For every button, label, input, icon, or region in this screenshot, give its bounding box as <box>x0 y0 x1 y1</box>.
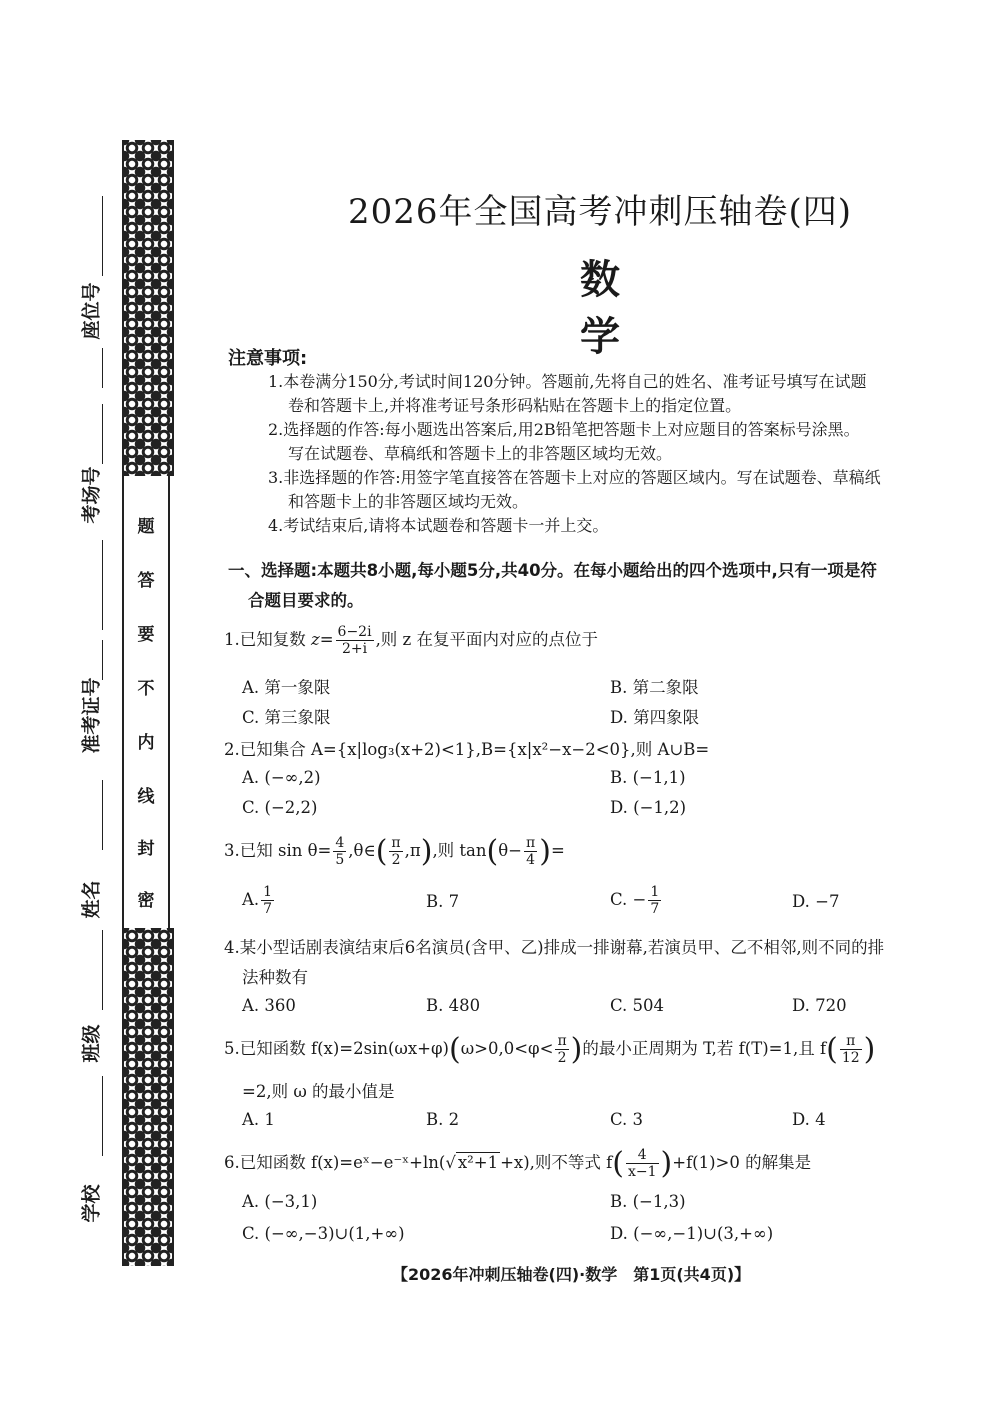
q6-option-c[interactable]: C. (−∞,−3)∪(1,+∞) <box>242 1224 405 1243</box>
decorative-border-top <box>122 140 174 476</box>
question-5: 5.已知函数 f(x)=2sin(ωx+φ)(ω>0,0<φ< $\frac{\pi}{2}$ )的最小正周期为 T,若 f(T)=1,且 f( $\frac{\pi}{12}$ ) <box>224 1032 876 1067</box>
q5-option-a[interactable]: A. 1 <box>242 1110 275 1129</box>
notice-line: 卷和答题卡上,并将准考证号条形码粘贴在答题卡上的指定位置。 <box>288 396 742 415</box>
class-blank[interactable] <box>102 1076 103 1156</box>
q6-option-d[interactable]: D. (−∞,−1)∪(3,+∞) <box>610 1224 774 1243</box>
ticket-number-blank[interactable] <box>102 640 103 680</box>
room-number-blank-line <box>102 348 103 388</box>
q4-option-d[interactable]: D. 720 <box>792 996 847 1015</box>
q6-option-a[interactable]: A. (−3,1) <box>242 1192 318 1211</box>
question-1: 1.已知复数 z= $\frac{6-2i}{2+i}$ ,则 z 在复平面内对应的点位于 <box>224 624 598 657</box>
seal-word: 内 <box>137 733 155 753</box>
seal-word: 答 <box>137 571 155 591</box>
subject-title: 数学 <box>580 257 680 360</box>
q1-option-a[interactable]: A. 第一象限 <box>242 678 331 697</box>
q5-option-b[interactable]: B. 2 <box>426 1110 460 1129</box>
exam-room-label: 考场号 <box>80 466 103 524</box>
q1-fraction: $\frac{6-2i}{2+i}$ <box>337 624 372 657</box>
q1-option-c[interactable]: C. 第三象限 <box>242 708 331 727</box>
question-5-cont: =2,则 ω 的最小值是 <box>242 1082 395 1101</box>
q1-prefix: 1.已知复数 <box>224 630 311 649</box>
q3-option-a[interactable]: A. $\frac{1}{7}$ <box>242 884 273 917</box>
question-3: 3.已知 sin θ= $\frac{4}{5}$ ,θ∈( $\frac{\pi}{2}$ ,π),则 tan(θ− $\frac{\pi}{4}$ )= <box>224 834 565 869</box>
question-4-cont: 法种数有 <box>242 968 308 987</box>
q2-option-a[interactable]: A. (−∞,2) <box>242 768 321 787</box>
seal-word: 题 <box>137 517 155 537</box>
notice-heading: 注意事项: <box>228 348 308 369</box>
seal-word: 要 <box>137 625 155 645</box>
class-label: 班级 <box>80 1024 103 1063</box>
notice-line: 写在试题卷、草稿纸和答题卡上的非答题区域均无效。 <box>288 444 673 463</box>
notice-line: 和答题卡上的非答题区域均无效。 <box>288 492 529 511</box>
school-label: 学校 <box>80 1184 103 1223</box>
q4-option-b[interactable]: B. 480 <box>426 996 481 1015</box>
ticket-number-label: 准考证号 <box>80 677 103 754</box>
q2-option-c[interactable]: C. (−2,2) <box>242 798 318 817</box>
q4-option-a[interactable]: A. 360 <box>242 996 296 1015</box>
ticket-blank-line <box>102 540 103 630</box>
q3-option-c[interactable]: C. − $\frac{1}{7}$ <box>610 884 660 917</box>
page-footer: 【2026年冲刺压轴卷(四)·数学 第1页(共4页)】 <box>392 1265 751 1284</box>
seal-word: 不 <box>137 679 155 699</box>
q1-option-b[interactable]: B. 第二象限 <box>610 678 699 697</box>
exam-room-blank[interactable] <box>102 404 103 464</box>
decorative-border-bottom <box>122 928 174 1266</box>
seal-line-region <box>122 476 170 928</box>
q1-option-d[interactable]: D. 第四象限 <box>610 708 700 727</box>
q3-option-b[interactable]: B. 7 <box>426 892 460 911</box>
question-4: 4.某小型话剧表演结束后6名演员(含甲、乙)排成一排谢幕,若演员甲、乙不相邻,则不同的排 <box>224 938 885 957</box>
question-6: 6.已知函数 f(x)=eˣ−e⁻ˣ+ln(√ x²+1 +x),则不等式 f( $\frac{4}{x-1}$ )+f(1)>0 的解集是 <box>224 1146 812 1181</box>
name-blank-line <box>102 780 103 850</box>
name-blank[interactable] <box>102 930 103 1010</box>
q2-option-d[interactable]: D. (−1,2) <box>610 798 687 817</box>
seat-number-blank[interactable] <box>102 196 103 276</box>
section-heading: 一、选择题:本题共8小题,每小题5分,共40分。在每小题给出的四个选项中,只有一项是符 <box>228 561 877 580</box>
q4-option-c[interactable]: C. 504 <box>610 996 665 1015</box>
notice-line: 4.考试结束后,请将本试题卷和答题卡一并上交。 <box>268 516 609 535</box>
seal-word: 密 <box>137 891 155 911</box>
seal-word: 封 <box>137 839 155 859</box>
notice-line: 2.选择题的作答:每小题选出答案后,用2B铅笔把答题卡上对应题目的答案标号涂黑。 <box>268 420 860 439</box>
section-heading-cont: 合题目要求的。 <box>248 591 364 610</box>
seat-number-label: 座位号 <box>80 282 103 340</box>
seal-word: 线 <box>137 787 155 807</box>
q1-suffix: ,则 z 在复平面内对应的点位于 <box>375 630 598 649</box>
q6-option-b[interactable]: B. (−1,3) <box>610 1192 686 1211</box>
q5-option-d[interactable]: D. 4 <box>792 1110 826 1129</box>
notice-line: 1.本卷满分150分,考试时间120分钟。答题前,先将自己的姓名、准考证号填写在试题 <box>268 372 867 391</box>
q3-option-d[interactable]: D. −7 <box>792 892 840 911</box>
question-2: 2.已知集合 A={x|log₃(x+2)<1},B={x|x²−x−2<0},则 A∪B= <box>224 740 710 759</box>
q5-option-c[interactable]: C. 3 <box>610 1110 644 1129</box>
name-label: 姓名 <box>80 880 103 919</box>
exam-title: 2026年全国高考冲刺压轴卷(四) <box>347 192 853 232</box>
notice-line: 3.非选择题的作答:用签字笔直接答在答题卡上对应的答题区域内。写在试题卷、草稿纸 <box>268 468 881 487</box>
q2-option-b[interactable]: B. (−1,1) <box>610 768 686 787</box>
